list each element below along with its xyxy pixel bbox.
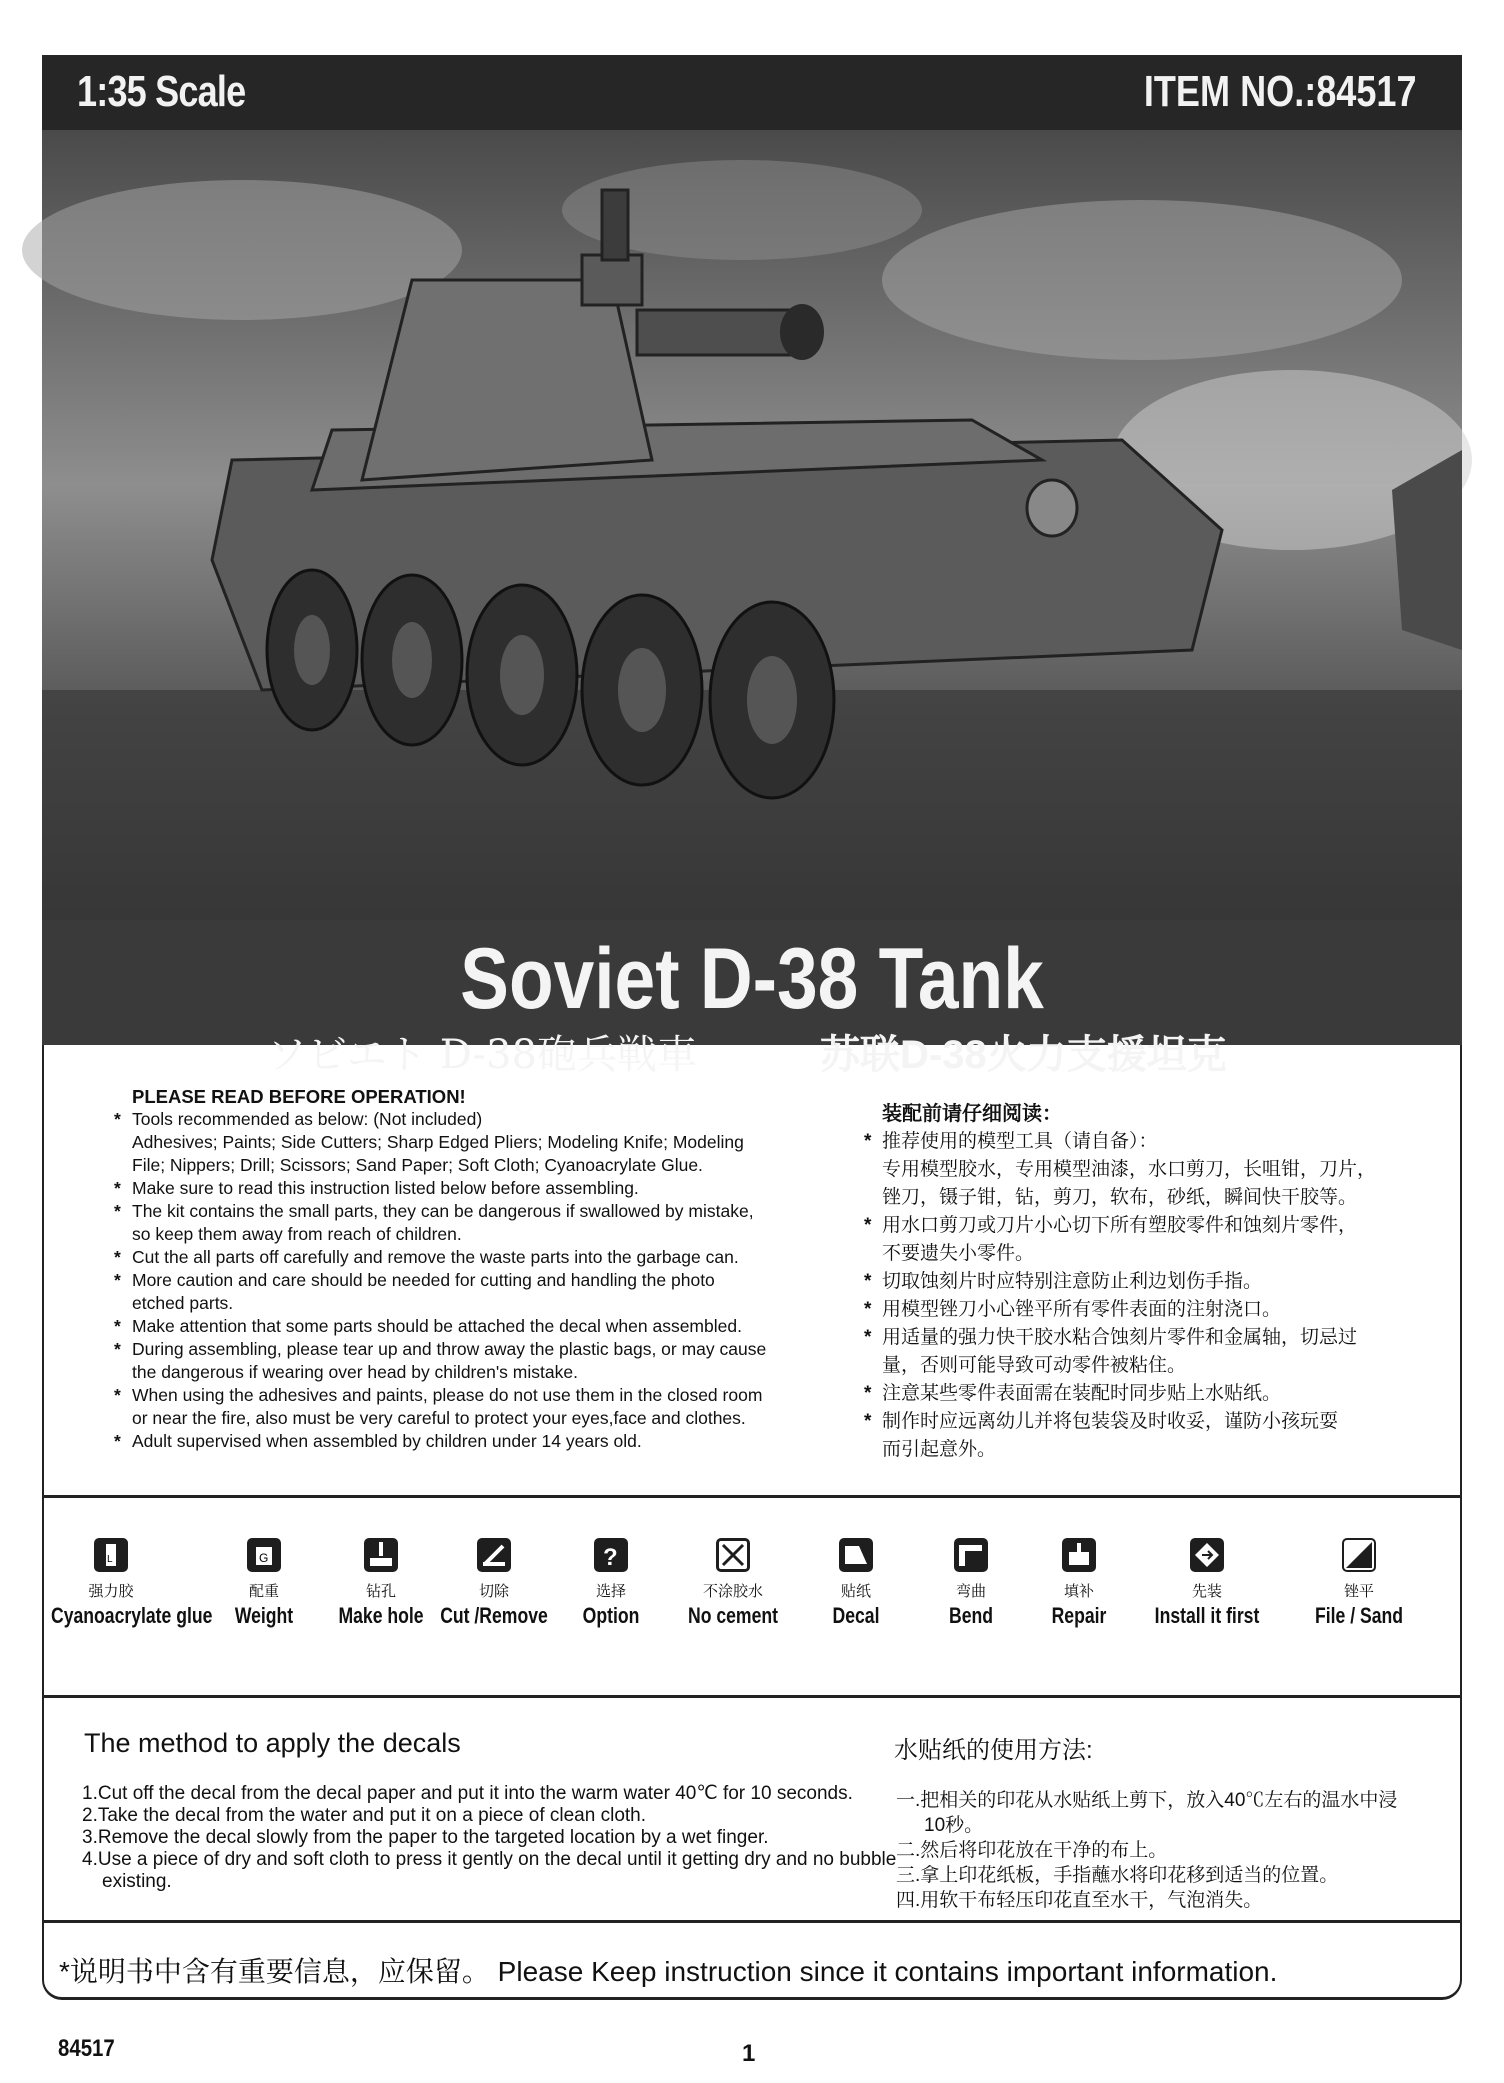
x-icon xyxy=(716,1538,750,1572)
decal-method xyxy=(42,1695,1462,1920)
tank-illustration xyxy=(42,130,1462,920)
glue-bottle-icon xyxy=(94,1538,128,1572)
decal-step-cn: 四.用软干布轻压印花直至水干，气泡消失。 xyxy=(896,1890,1263,1911)
legend-weight: G 配重 Weight xyxy=(189,1538,339,1629)
page-number: 1 xyxy=(742,2040,756,2067)
legend-glue: L 强力胶 Cyanoacrylate glue xyxy=(36,1538,186,1629)
instruction-item: * When using the adhesives and paints, please do not use them in the closed room or near the fire, also must be very careful to protect your eyes,face and clothes. xyxy=(104,1384,864,1430)
scale-label: 1:35 Scale xyxy=(77,67,246,116)
instruction-item: * Adult supervised when assembled by children under 14 years old. xyxy=(104,1430,864,1453)
instruction-item: * The kit contains the small parts, they can be dangerous if swallowed by mistake, so keep them away from reach of children. xyxy=(104,1200,864,1246)
instruction-item-cn: * 用适量的强力快干胶水粘合蚀刻片零件和金属轴，切忌过 量，否则可能导致可动零件被粘住。 xyxy=(854,1324,1434,1380)
keep-instructions-note: *说明书中含有重要信息，应保留。 Please Keep instruction since it contains important information. xyxy=(59,1956,1278,1987)
decal-step: 4.Use a piece of dry and soft cloth to press it gently on the decal until it getting dry and no bubble existing. xyxy=(82,1849,897,1892)
decal-step-cn: 二.然后将印花放在干净的布上。 xyxy=(896,1840,1168,1861)
instruction-item: * Tools recommended as below: (Not included) Adhesives; Paints; Side Cutters; Sharp Edged Pliers; Modeling Knife; Modeling File; Nippers; Drill; Scissors; Sand Paper; Soft Cloth; Cyanoacrylate Glue. xyxy=(104,1108,864,1177)
cut-icon xyxy=(477,1538,511,1572)
legend-bend: 弯曲 Bend xyxy=(896,1538,1046,1629)
install-first-icon xyxy=(1190,1538,1224,1572)
instruction-item-cn: * 制作时应远离幼儿并将包装袋及时收妥，谨防小孩玩耍 而引起意外。 xyxy=(854,1408,1434,1464)
question-icon xyxy=(594,1538,628,1572)
instruction-item-cn: * 切取蚀刻片时应特别注意防止利边划伤手指。 xyxy=(854,1268,1434,1296)
repair-icon xyxy=(1062,1538,1096,1572)
svg-text:G: G xyxy=(259,1551,269,1565)
title-chinese: 苏联D-38火力支援坦克 xyxy=(820,1033,1227,1077)
file-sand-icon xyxy=(1342,1538,1376,1572)
svg-text:L: L xyxy=(107,1554,113,1565)
svg-text:?: ? xyxy=(603,1544,618,1571)
instruction-item-cn: * 用模型锉刀小心锉平所有零件表面的注射浇口。 xyxy=(854,1296,1434,1324)
instruction-item: * More caution and care should be needed for cutting and handling the photo etched parts. xyxy=(104,1269,864,1315)
legend-drill: 钻孔 Make hole xyxy=(306,1538,456,1629)
instructions-english xyxy=(104,1085,864,1453)
decal-title-chinese: 水贴纸的使用方法: xyxy=(894,1737,1093,1764)
legend-repair: 填补 Repair xyxy=(1004,1538,1154,1629)
legend-option: ? 选择 Option xyxy=(536,1538,686,1629)
bend-icon xyxy=(954,1538,988,1572)
decal-step-cn: 三.拿上印花纸板，手指蘸水将印花移到适当的位置。 xyxy=(896,1865,1339,1886)
decal-icon xyxy=(839,1538,873,1572)
title-english: Soviet D-38 Tank xyxy=(460,931,1044,1027)
instruction-item-cn: * 推荐使用的模型工具（请自备）： 专用模型胶水，专用模型油漆，水口剪刀，长咀钳，刀片， 锉刀，镊子钳，钻，剪刀，软布，砂纸，瞬间快干胶等。 xyxy=(854,1128,1434,1212)
instructions-heading: PLEASE READ BEFORE OPERATION! xyxy=(132,1086,466,1107)
header-bar xyxy=(42,55,1462,130)
decal-step-cn: 一.把相关的印花从水贴纸上剪下，放入40℃左右的温水中浸10秒。 xyxy=(896,1790,1398,1836)
legend-file-sand: 锉平 File / Sand xyxy=(1284,1538,1434,1629)
legend-decal: 贴纸 Decal xyxy=(781,1538,931,1629)
symbol-legend xyxy=(42,1495,1462,1695)
instruction-item-cn: * 用水口剪刀或刀片小心切下所有塑胶零件和蚀刻片零件， 不要遗失小零件。 xyxy=(854,1212,1434,1268)
decal-step: 1.Cut off the decal from the decal paper and put it into the warm water 40℃ for 10 seconds. xyxy=(82,1783,853,1804)
decal-step: 3.Remove the decal slowly from the paper to the targeted location by a wet finger. xyxy=(82,1827,769,1848)
instruction-item-cn: * 注意某些零件表面需在装配时同步贴上水贴纸。 xyxy=(854,1380,1434,1408)
instruction-item: * Make sure to read this instruction listed below before assembling. xyxy=(104,1177,864,1200)
instruction-item: * Make attention that some parts should be attached the decal when assembled. xyxy=(104,1315,864,1338)
footer-item-code: 84517 xyxy=(58,2035,115,2062)
legend-install-first: 先装 Install it first xyxy=(1132,1538,1282,1629)
legend-no-cement: 不涂胶水 No cement xyxy=(658,1538,808,1629)
decal-steps-english xyxy=(82,1783,902,1893)
instructions-chinese xyxy=(854,1100,1434,1464)
keep-instructions-bar xyxy=(42,1920,1462,2000)
safety-instructions xyxy=(42,1045,1462,1495)
decal-title-english: The method to apply the decals xyxy=(84,1728,461,1758)
instruction-item: * During assembling, please tear up and throw away the plastic bags, or may cause the dangerous if wearing over head by children's mistake. xyxy=(104,1338,864,1384)
box-art-panel xyxy=(42,55,1462,1078)
instructions-heading-cn: 装配前请仔细阅读： xyxy=(882,1103,1062,1125)
title-japanese: ソビエト D-38砲兵戦車 xyxy=(267,1032,697,1078)
item-number: ITEM NO.:84517 xyxy=(1144,67,1417,116)
decal-steps-chinese xyxy=(896,1788,1416,1913)
drill-icon xyxy=(364,1538,398,1572)
weight-icon xyxy=(247,1538,281,1572)
decal-step: 2.Take the decal from the water and put it on a piece of clean cloth. xyxy=(82,1805,647,1826)
instruction-item: * Cut the all parts off carefully and remove the waste parts into the garbage can. xyxy=(104,1246,864,1269)
legend-cut: 切除 Cut /Remove xyxy=(419,1538,569,1629)
